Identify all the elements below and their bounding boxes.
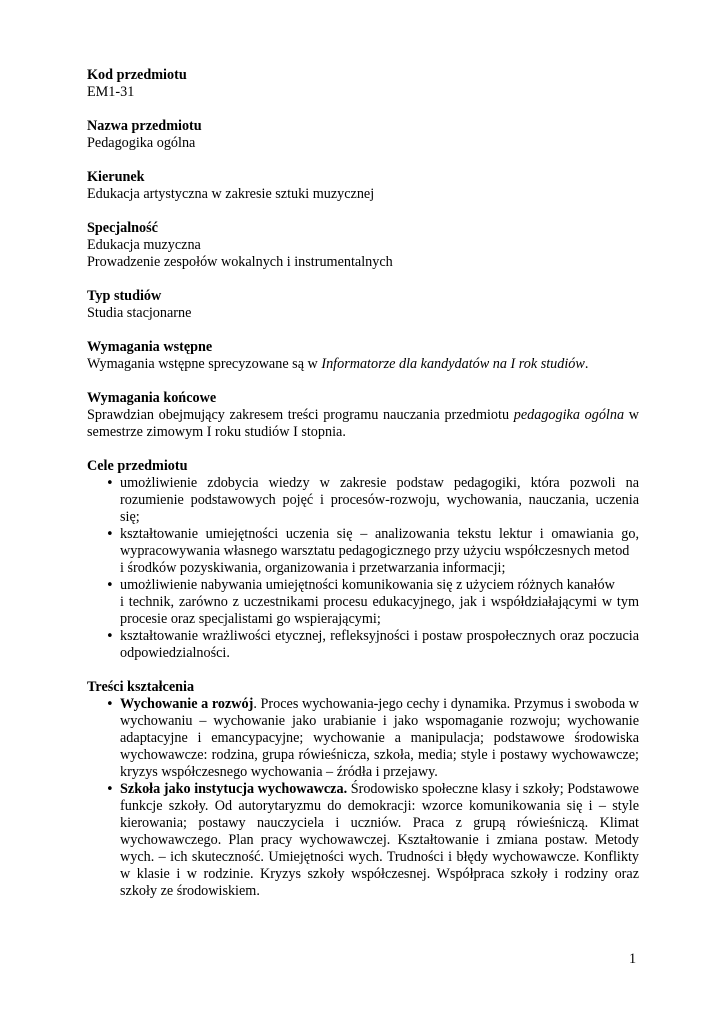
tresci-item-2 <box>87 781 639 900</box>
nazwa-value: Pedagogika ogólna <box>87 135 196 151</box>
cele-item-2 <box>87 526 639 577</box>
tresci-list <box>87 696 639 900</box>
cele-item-3 <box>87 577 639 628</box>
tresci-item-1-text: . Proces wychowania-jego cechy i dynamika. Przymus i swoboda w wychowaniu – wychowanie jako urabianie i jako wspomaganie rozwoju; wychowanie adaptacyjne i emancypacyjne; wychowanie a manipulacja; podstawowe środowiska wychowawcze: rodzina, grupa rówieśnicza, szkoła, media; style i postawy wychowawcze; kryzys współczesnego wychowania – źródła i przejawy. <box>120 696 639 780</box>
tresci-item-2-title: Szkoła jako instytucja wychowawcza. <box>120 781 348 797</box>
cele-list <box>87 475 639 662</box>
wymagania-koncowe-text-end: w semestrze zimowym I roku studiów I stopnia. <box>87 407 639 440</box>
section-kierunek <box>87 169 639 203</box>
typ-heading: Typ studiów <box>87 288 162 304</box>
cele-item-2-text: kształtowanie umiejętności uczenia się – analizowania tekstu lektur i omawiania go, wypracowywania własnego warsztatu pedagogicznego przy użyciu współczesnych metod <box>120 526 639 559</box>
cele-item-3-continuation: i technik, zarówno z uczestnikami procesu edukacyjnego, jak i współdziałającymi w tym procesie oraz specjalistami go wspierającymi; <box>120 594 639 627</box>
wymagania-koncowe-text <box>87 407 639 441</box>
wymagania-wstepne-italic: Informatorze dla kandydatów na I rok studiów <box>321 356 585 372</box>
section-kod <box>87 67 639 101</box>
section-wymagania-koncowe <box>87 390 639 441</box>
cele-heading: Cele przedmiotu <box>87 458 188 474</box>
tresci-heading: Treści kształcenia <box>87 679 195 695</box>
wymagania-wstepne-text-end: . <box>584 356 589 372</box>
wymagania-wstepne-text <box>87 356 639 373</box>
section-tresci <box>87 679 639 900</box>
section-cele <box>87 458 639 662</box>
wymagania-koncowe-text-start: Sprawdzian obejmujący zakresem treści programu nauczania przedmiotu <box>87 407 514 423</box>
section-wymagania-wstepne <box>87 339 639 373</box>
page-number: 1 <box>629 951 637 967</box>
tresci-item-1 <box>87 696 639 781</box>
kod-value: EM1-31 <box>87 84 135 100</box>
section-nazwa <box>87 118 639 152</box>
cele-item-1 <box>87 475 639 526</box>
nazwa-heading: Nazwa przedmiotu <box>87 118 202 134</box>
kierunek-heading: Kierunek <box>87 169 145 185</box>
wymagania-wstepne-text-start: Wymagania wstępne sprecyzowane są w <box>87 356 322 372</box>
specjalnosc-value-1: Edukacja muzyczna <box>87 237 201 253</box>
specjalnosc-heading: Specjalność <box>87 220 158 236</box>
typ-value: Studia stacjonarne <box>87 305 192 321</box>
cele-item-1-text: umożliwienie zdobycia wiedzy w zakresie podstaw pedagogiki, która pozwoli na rozumienie podstawowych pojęć i procesów-rozwoju, wychowania, nauczania, uczenia się; <box>120 475 639 525</box>
section-specjalnosc <box>87 220 639 271</box>
cele-item-4 <box>87 628 639 662</box>
kierunek-value: Edukacja artystyczna w zakresie sztuki muzycznej <box>87 186 375 202</box>
cele-item-2-continuation: i środków pozyskiwania, organizowania i przetwarzania informacji; <box>120 560 506 576</box>
section-typ <box>87 288 639 322</box>
wymagania-koncowe-italic: pedagogika ogólna <box>513 407 625 423</box>
wymagania-koncowe-heading: Wymagania końcowe <box>87 390 217 406</box>
kod-heading: Kod przedmiotu <box>87 67 187 83</box>
wymagania-wstepne-heading: Wymagania wstępne <box>87 339 213 355</box>
tresci-item-1-title: Wychowanie a rozwój <box>120 696 254 712</box>
cele-item-4-text: kształtowanie wrażliwości etycznej, refleksyjności i postaw prospołecznych oraz poczucia odpowiedzialności. <box>120 628 639 661</box>
tresci-item-2-text: Środowisko społeczne klasy i szkoły; Podstawowe funkcje szkoły. Od autorytaryzmu do demokracji: wzorce komunikowania się i – style kierowania; postawy nauczyciela i uczniów. Praca z grupą rówieśniczą. Klimat wychowawczego. Plan pracy wychowawczej. Kształtowanie i zmiana postaw. Metody wych. – ich skuteczność. Umiejętności wych. Trudności i błędy wychowawcze. Konflikty w klasie i w rodzinie. Kryzys szkoły współczesnej. Współpraca szkoły i rodziny oraz szkoły ze środowiskiem. <box>120 781 639 899</box>
cele-item-3-text: umożliwienie nabywania umiejętności komunikowania się z użyciem różnych kanałów <box>120 577 615 593</box>
specjalnosc-value-2: Prowadzenie zespołów wokalnych i instrumentalnych <box>87 254 393 270</box>
document-content <box>87 67 639 917</box>
